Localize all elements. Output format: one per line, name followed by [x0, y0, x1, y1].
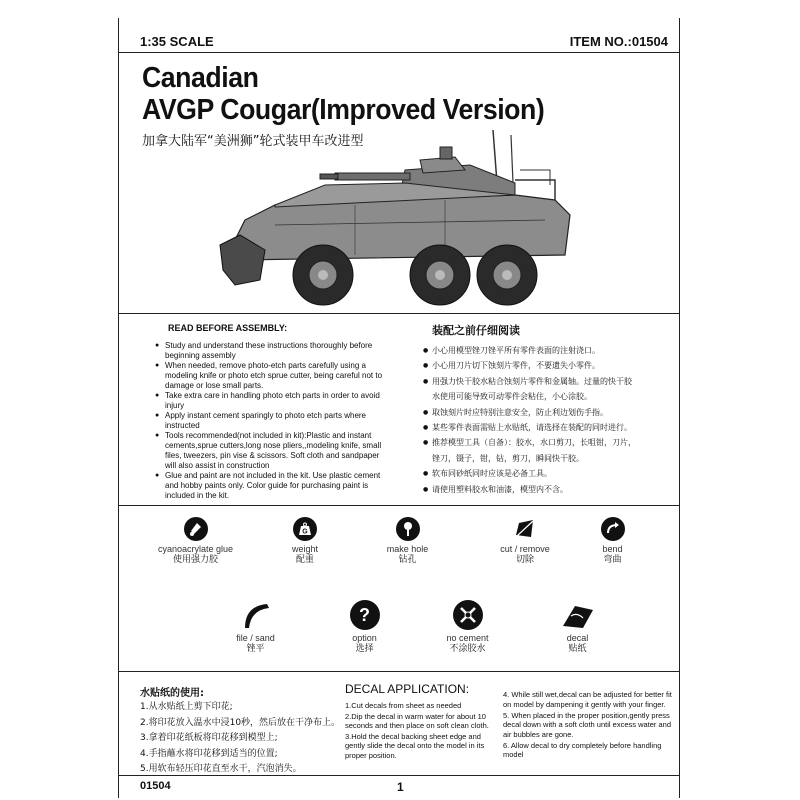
section-rule-3: [118, 671, 680, 672]
list-item: ● 小心用刀片切下蚀刻片零件，不要遗失小零件。: [423, 360, 673, 372]
list-item: ● 软布同砂纸同时应该是必备工具。: [423, 468, 673, 480]
symbol-label-cn: 钻孔: [398, 555, 417, 565]
symbol-label-cn: 贴纸: [568, 644, 587, 654]
no-cement-icon: [453, 600, 483, 630]
list-item: ● Apply instant cement sparingly to photo etch parts where instructed: [155, 411, 390, 431]
symbol-label-en: option: [352, 633, 377, 643]
list-item: 4. While still wet,decal can be adjusted for better fit on model by dampening it gently with your finger.: [503, 690, 672, 709]
list-item: ● Tools recommended(not included in kit):Plastic and instant cements,sprue cutters,long nose pliers,,modeling knife, small files, tweezers, pin vise & scissors. Soft cloth and sandpaper will also assist in construction: [155, 431, 390, 471]
list-item: 3.Hold the decal backing sheet edge and gently slide the decal onto the model in its proper position.: [345, 731, 485, 760]
symbol-label-en: bend: [602, 544, 623, 554]
list-item: 1.从水贴纸上剪下印花;: [140, 702, 233, 712]
symbol-cut-remove: [480, 517, 570, 566]
symbol-label-en: cyanoacrylate glue: [157, 544, 234, 554]
symbol-label-en: cut / remove: [500, 544, 550, 554]
read-before-list: [155, 341, 390, 501]
file-sand-icon: [241, 600, 271, 630]
read-before-list-cn: [423, 345, 673, 499]
list-item: ● Take extra care in handling photo etch parts in order to avoid injury: [155, 391, 390, 411]
question-icon: [350, 600, 380, 630]
decal-list-cn: [140, 700, 340, 778]
symbol-label-en: no cement: [446, 633, 489, 643]
glue-drop-icon: [184, 517, 208, 541]
symbol-label-cn: 切除: [515, 555, 534, 565]
list-item: 锉刀，镊子，钳，钻，剪刀，瞬间快干胶。: [432, 453, 584, 463]
symbol-cyanoacrylate-glue: [148, 517, 243, 566]
title-line-1: Canadian: [142, 62, 259, 94]
read-before-title: READ BEFORE ASSEMBLY:: [168, 323, 288, 333]
read-before-title-cn: 装配之前仔细阅读: [432, 324, 520, 337]
list-item: 3.拿着印花纸板将印花移到模型上;: [140, 733, 278, 743]
symbol-make-hole: [370, 517, 445, 566]
symbol-label-en: weight: [291, 544, 318, 554]
symbol-label-en: decal: [566, 633, 589, 643]
scale-label: 1:35 SCALE: [140, 34, 214, 49]
option-glyph: ?: [359, 604, 370, 625]
symbol-label-cn: 锉平: [246, 644, 265, 654]
symbol-bend: [580, 517, 645, 566]
frame-right-border: [679, 18, 680, 798]
symbol-label-cn: 选择: [355, 644, 374, 654]
item-number: ITEM NO.:01504: [569, 34, 668, 49]
list-item: ● 小心用模型锉刀锉平所有零件表面的注射浇口。: [423, 345, 673, 357]
list-item: 6. Allow decal to dry completely before handling model: [503, 740, 662, 759]
decal-list-en-continued: [503, 690, 673, 761]
symbol-label-cn: 不涂胶水: [449, 644, 486, 654]
list-item: 2.将印花放入温水中浸10秒，然后放在干净布上。: [140, 717, 341, 728]
list-item: ● 某些零件表面需贴上水贴纸，请选择在装配的同时进行。: [423, 422, 673, 434]
symbol-label-cn: 使用强力胶: [172, 555, 218, 565]
list-item: ● 取蚀刻片时应特别注意安全，防止利边划伤手指。: [423, 407, 673, 419]
list-item: ● When needed, remove photo-etch parts carefully using a modeling knife or photo etch sprue cutter, being careful not to damage or lose small parts.: [155, 361, 390, 391]
list-item: ● 推荐模型工具（自备）：胶水，水口剪刀，长咀钳，刀片，: [423, 437, 673, 449]
symbol-file-sand: [218, 600, 293, 655]
header-rule: [118, 52, 680, 53]
title-line-2: AVGP Cougar(Improved Version): [142, 94, 545, 126]
symbol-label-en: file / sand: [236, 633, 275, 643]
list-item: 5.用软布轻压印花直至水干，汽泡消失。: [140, 764, 302, 774]
symbol-decal: [540, 600, 615, 655]
vehicle-illustration: [215, 125, 590, 315]
decal-title-cn: 水贴纸的使用:: [140, 688, 204, 699]
decal-list-en: [345, 701, 495, 761]
list-item: 水使用可能导致可动零件会粘住，小心涂胶。: [432, 392, 592, 402]
weight-glyph: G: [302, 528, 308, 536]
page-number: 1: [397, 780, 404, 794]
title-chinese: 加拿大陆军“美洲狮”轮式装甲车改进型: [142, 134, 364, 149]
list-item: 1.Cut decals from sheet as needed: [345, 701, 462, 710]
symbol-label-en: make hole: [386, 544, 429, 554]
symbol-option: [327, 600, 402, 655]
list-item: ● 用强力快干胶水粘合蚀刻片零件和金属轴。过量的快干胶: [423, 376, 673, 388]
list-item: 5. When placed in the proper position,gently press decal down with a soft cloth until excess water and air bubbles are gone.: [503, 710, 672, 739]
list-item: ● 请使用塑料胶水和油漆，模型内不含。: [423, 484, 673, 496]
symbol-weight: [270, 517, 340, 566]
symbol-label-cn: 配重: [295, 555, 314, 565]
decal-icon: [561, 600, 595, 630]
drill-icon: [396, 517, 420, 541]
list-item: ● Glue and paint are not included in the kit. Use plastic cement and hobby paints only. Color guide for purchasing paint is included in the kit.: [155, 471, 390, 501]
list-item: ● Study and understand these instructions thoroughly before beginning assembly: [155, 341, 390, 361]
weight-icon: [293, 517, 317, 541]
section-rule-2: [118, 505, 680, 506]
list-item: 2.Dip the decal in warm water for about 10 seconds and then place on soft clean cloth.: [345, 711, 489, 730]
frame-left-border: [118, 18, 119, 798]
bend-icon: [601, 517, 625, 541]
list-item: 4.手指蘸水将印花移到适当的位置;: [140, 748, 278, 759]
symbol-no-cement: [430, 600, 505, 655]
symbol-label-cn: 弯曲: [603, 555, 622, 565]
footer-item-number: 01504: [140, 780, 171, 792]
decal-title-en: DECAL APPLICATION:: [345, 682, 470, 696]
cut-icon: [513, 517, 537, 541]
